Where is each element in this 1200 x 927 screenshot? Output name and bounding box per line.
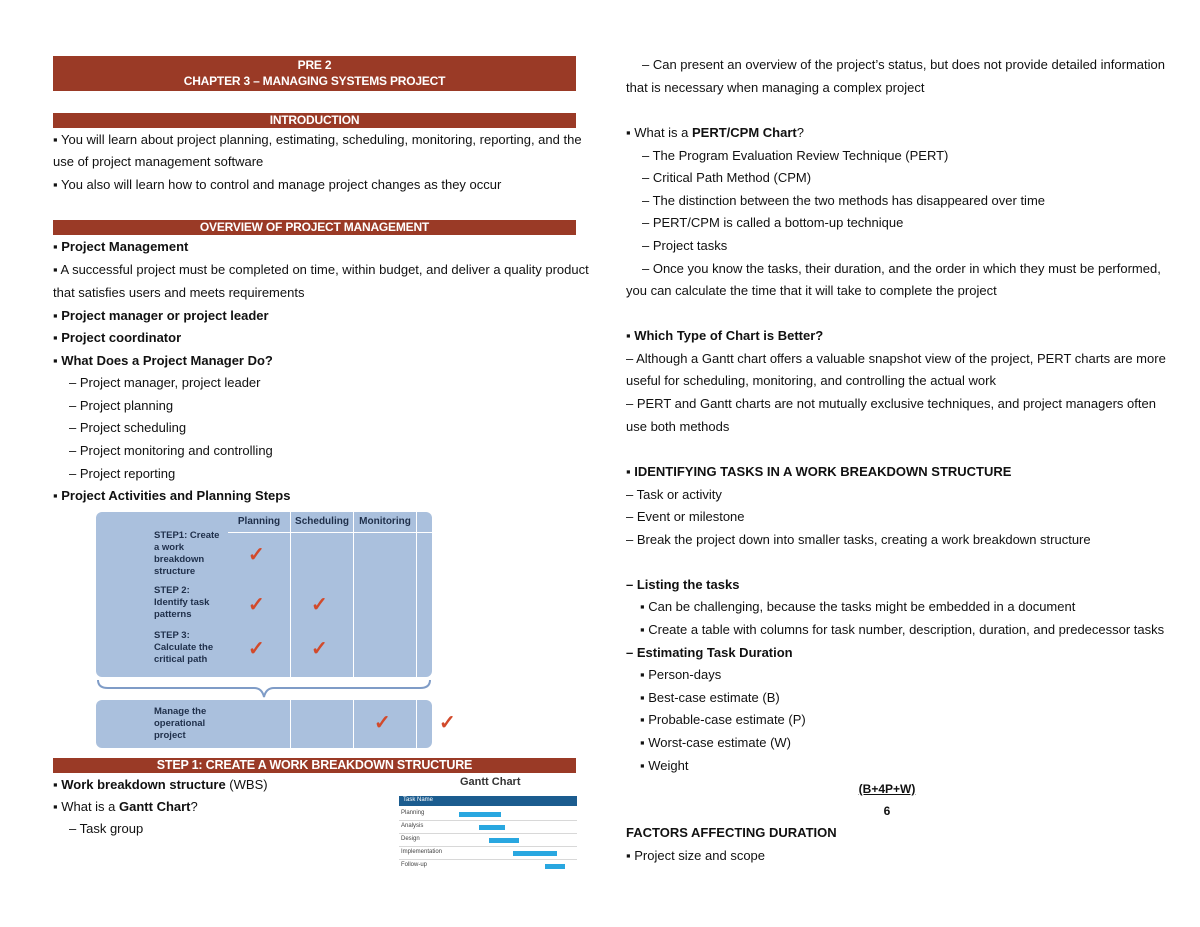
which-line-2-cont: use both methods (626, 419, 730, 434)
check-icon: ✓ (439, 712, 456, 734)
pm-sub-5: – Project reporting (69, 466, 176, 481)
pert-sub-6-cont: you can calculate the time that it will take to complete the project (626, 283, 997, 298)
check-icon: ✓ (311, 638, 328, 660)
gantt-bar (489, 838, 519, 843)
which-line-1: – Although a Gantt chart offers a valuable snapshot view of the project, PERT charts are more (626, 351, 1166, 366)
pert-sub-6: – Once you know the tasks, their duration, and the order in which they must be performed, (642, 261, 1161, 276)
header-scheduling: Scheduling (291, 512, 354, 533)
chapter-header (53, 56, 576, 91)
estimating-sub-4: ▪ Worst-case estimate (W) (640, 735, 791, 750)
estimating-sub-5: ▪ Weight (640, 758, 689, 773)
task-group-line: – Task group (69, 821, 144, 836)
estimating-sub-3: ▪ Probable-case estimate (P) (640, 712, 806, 727)
factors-heading: FACTORS AFFECTING DURATION (626, 825, 837, 840)
intro-bullet-1-cont: use of project management software (53, 154, 264, 169)
pert-sub-2: – Critical Path Method (CPM) (642, 170, 812, 185)
pm-sub-2: – Project planning (69, 398, 174, 413)
pert-sub-3: – The distinction between the two methods has disappeared over time (642, 193, 1045, 208)
gantt-overview-line-cont: that is necessary when managing a complex project (626, 80, 925, 95)
gantt-task: Analysis (401, 823, 424, 829)
gantt-title: Gantt Chart (460, 776, 521, 788)
gantt-bar (479, 825, 505, 830)
gantt-row-line (399, 846, 577, 847)
pm-bullet-1-cont: that satisfies users and meets requirements (53, 285, 305, 300)
pert-question (626, 124, 1148, 142)
chapter-header-line2: CHAPTER 3 – MANAGING SYSTEMS PROJECT (183, 74, 446, 88)
pert-question-term: PERT/CPM Chart (692, 125, 797, 140)
wbs-term: ▪ Work breakdown structure (53, 777, 226, 792)
identifying-heading: ▪ IDENTIFYING TASKS IN A WORK BREAKDOWN STRUCTURE (626, 464, 1012, 479)
listing-sub-2: ▪ Create a table with columns for task number, description, duration, and predecessor tasks (640, 622, 1165, 637)
gantt-task: Design (401, 836, 420, 842)
step2-label: STEP 2: Identify task patterns (154, 585, 210, 620)
pert-sub-1: – The Program Evaluation Review Technique (PERT) (642, 148, 949, 163)
pm-bullet-1: ▪ A successful project must be completed on time, within budget, and deliver a quality product (53, 262, 589, 277)
gantt-task: Implementation (401, 849, 443, 855)
gantt-question-post: ? (190, 799, 198, 814)
chapter-header-line1: PRE 2 (297, 58, 332, 72)
gantt-overview-line: – Can present an overview of the project’s status, but does not provide detailed information (642, 57, 1165, 72)
check-icon: ✓ (374, 712, 391, 734)
estimating-sub-2: ▪ Best-case estimate (B) (640, 690, 780, 705)
listing-heading: – Listing the tasks (626, 577, 740, 592)
identify-line-2: – Event or milestone (626, 509, 745, 524)
manage-col-planning (228, 700, 291, 748)
formula-numerator (626, 780, 1148, 798)
pm-sub-4: – Project monitoring and controlling (69, 443, 273, 458)
intro-bullet-2: ▪ You also will learn how to control and manage project changes as they occur (53, 177, 502, 192)
formula-denominator: 6 (883, 804, 891, 818)
estimating-sub-1: ▪ Person-days (640, 667, 722, 682)
check-icon: ✓ (248, 594, 265, 616)
which-line-2: – PERT and Gantt charts are not mutually exclusive techniques, and project managers often (626, 396, 1156, 411)
pm-bullet-4: ▪ What Does a Project Manager Do? (53, 353, 273, 368)
pert-sub-5: – Project tasks (642, 238, 728, 253)
brace-icon (96, 678, 432, 700)
header-reporting-spacer (417, 512, 432, 533)
which-chart-heading: ▪ Which Type of Chart is Better? (626, 328, 824, 343)
gantt-row-line (399, 820, 577, 821)
check-icon: ✓ (248, 638, 265, 660)
wbs-abbrev: (WBS) (225, 777, 268, 792)
identify-line-3: – Break the project down into smaller tasks, creating a work breakdown structure (626, 532, 1091, 547)
intro-bullet-1: ▪ You will learn about project planning, estimating, scheduling, monitoring, reporting, and the (53, 132, 582, 147)
planning-steps-diagram (96, 512, 456, 748)
pert-question-post: ? (796, 125, 804, 140)
steps-table (96, 512, 432, 677)
col-monitoring (354, 533, 417, 677)
pert-question-pre: ▪ What is a (626, 125, 693, 140)
check-icon: ✓ (311, 594, 328, 616)
factors-line-1: ▪ Project size and scope (626, 848, 766, 863)
identify-line-1: – Task or activity (626, 487, 722, 502)
step3-label: STEP 3: Calculate the critical path (154, 630, 214, 665)
manage-col-scheduling (291, 700, 354, 748)
manage-label: Manage the operational project (154, 706, 207, 741)
gantt-row-line (399, 859, 577, 860)
introduction-heading: INTRODUCTION (53, 113, 576, 128)
gantt-bar (513, 851, 557, 856)
pm-bullet-2: ▪ Project manager or project leader (53, 308, 269, 323)
estimating-heading: – Estimating Task Duration (626, 645, 793, 660)
gantt-task: Follow-up (401, 862, 428, 868)
step1-heading: STEP 1: CREATE A WORK BREAKDOWN STRUCTURE (53, 758, 576, 773)
gantt-chart-figure (395, 776, 578, 871)
gantt-bar (545, 864, 565, 869)
pm-bullet-3: ▪ Project coordinator (53, 330, 182, 345)
pert-sub-4: – PERT/CPM is called a bottom-up technique (642, 215, 904, 230)
pm-bullet-5: ▪ Project Activities and Planning Steps (53, 488, 291, 503)
header-monitoring: Monitoring (354, 512, 417, 533)
overview-heading: OVERVIEW OF PROJECT MANAGEMENT (53, 220, 576, 235)
formula-numerator-text: (B+4P+W) (858, 782, 916, 796)
pm-heading: ▪ Project Management (53, 239, 189, 254)
gantt-question-term: Gantt Chart (119, 799, 191, 814)
manage-row (96, 700, 456, 748)
listing-sub-1: ▪ Can be challenging, because the tasks might be embedded in a document (640, 599, 1076, 614)
gantt-task-header: Task Name (403, 797, 434, 803)
gantt-task: Planning (401, 810, 425, 816)
gantt-row-line (399, 833, 577, 834)
step1-label: STEP1: Create a work breakdown structure (154, 530, 220, 577)
pm-sub-3: – Project scheduling (69, 420, 187, 435)
pm-sub-1: – Project manager, project leader (69, 375, 261, 390)
gantt-bar (459, 812, 501, 817)
check-icon: ✓ (248, 544, 265, 566)
gantt-question-pre: ▪ What is a (53, 799, 120, 814)
header-planning: Planning (228, 512, 291, 533)
which-line-1-cont: useful for scheduling, monitoring, and controlling the actual work (626, 373, 996, 388)
gantt-header-bar (399, 796, 577, 806)
